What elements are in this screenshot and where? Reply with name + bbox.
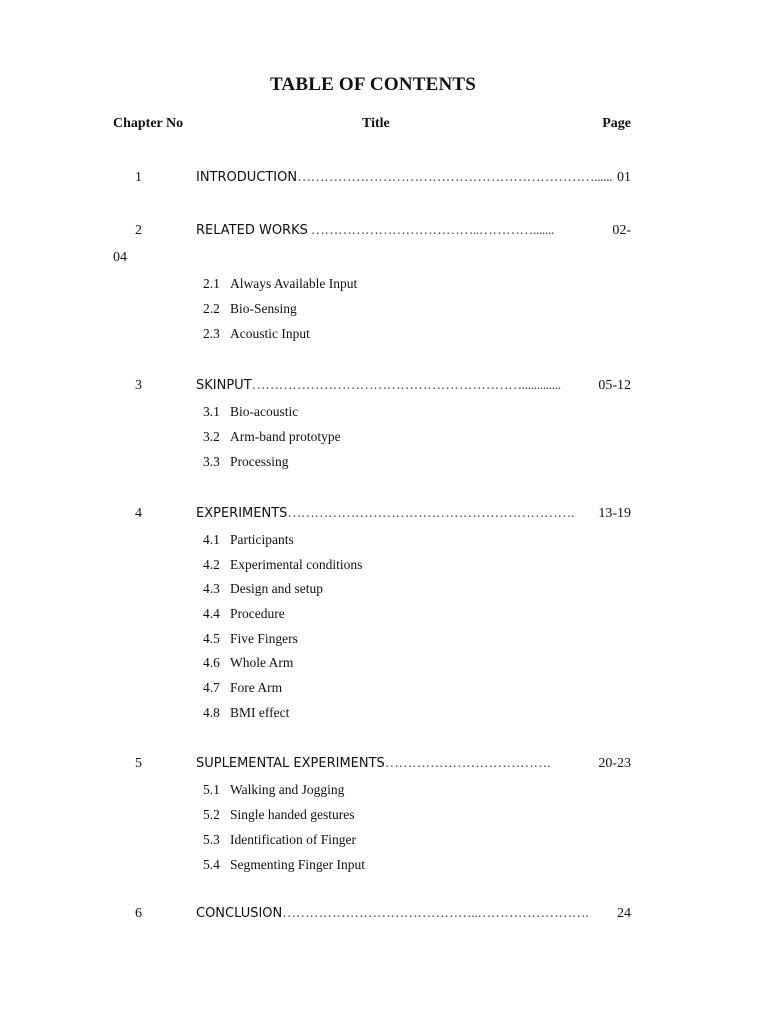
title-header: Title [362,116,390,131]
chapter-number: 5 [135,756,142,771]
subsection-title: Always Available Input [230,276,358,291]
chapter-number: 6 [135,906,142,921]
subsection-item [203,276,357,292]
chapter-row-3 [113,378,633,398]
chapter-no-header: Chapter No [113,116,184,131]
chapter-row-6 [113,906,633,926]
page-title: TABLE OF CONTENTS [269,74,477,95]
subsection-item [203,606,285,622]
chapter-page: 24 [617,906,631,921]
subsection-number: 4.7 [203,680,220,695]
subsection-title: Five Fingers [230,631,298,646]
subsection-title: Segmenting Finger Input [230,857,365,872]
subsection-number: 5.1 [203,782,220,797]
subsection-title: Procedure [230,606,285,621]
chapter-page: 20-23 [598,756,631,771]
chapter-number: 4 [135,506,142,521]
dot-leader: …………………………………………………………...... [297,170,613,185]
subsection-number: 4.1 [203,532,220,547]
subsection-title: Design and setup [230,581,323,596]
subsection-number: 4.4 [203,606,220,621]
subsection-number: 4.2 [203,557,220,572]
chapter-row-4 [113,506,633,526]
chapter-title: EXPERIMENTS [196,506,288,521]
chapter-title-line [196,223,631,239]
chapter-row-5 [113,756,633,776]
chapter-title: INTRODUCTION [196,170,298,185]
subsection-item [203,301,297,317]
subsection-number: 3.2 [203,429,220,444]
subsection-item [203,705,289,721]
subsection-number: 4.8 [203,705,220,720]
subsection-number: 2.3 [203,326,220,341]
subsection-item [203,532,294,548]
subsection-item [203,832,356,848]
chapter-page: 02- [612,223,631,238]
chapter-number: 2 [135,223,142,238]
page-header: Page [602,116,631,131]
subsection-number: 4.3 [203,581,220,596]
subsection-title: Whole Arm [230,655,294,670]
subsection-number: 5.4 [203,857,220,872]
subsection-number: 4.6 [203,655,220,670]
dot-leader: ………………………………. [384,756,550,771]
subsection-title: BMI effect [230,705,290,720]
subsection-title: Bio-Sensing [230,301,297,316]
subsection-item [203,454,289,470]
subsection-item [203,857,365,873]
subsection-title: Participants [230,532,294,547]
subsection-title: Fore Arm [230,680,283,695]
chapter-title-line [196,756,631,772]
chapter-title-line [196,378,631,394]
subsection-title: Bio-acoustic [230,404,299,419]
chapter-page: 05-12 [598,378,631,393]
chapter-title-line [196,506,631,522]
subsection-title: Acoustic Input [230,326,310,341]
toc-header-row [113,116,633,136]
subsection-item [203,557,362,573]
subsection-item [203,631,298,647]
subsection-number: 4.5 [203,631,220,646]
chapter-title: SKINPUT [196,378,252,393]
subsection-item [203,655,293,671]
subsection-item [203,326,310,342]
subsection-number: 2.2 [203,301,220,316]
chapter-title: RELATED WORKS [196,223,308,238]
chapter-page: 01 [617,170,631,185]
subsection-item [203,782,344,798]
subsection-title: Identification of Finger [230,832,356,847]
subsection-item [203,807,354,823]
chapter-row-1 [113,170,633,190]
subsection-item [203,429,341,445]
chapter-page: 13-19 [598,506,631,521]
chapter-number: 1 [135,170,142,185]
subsection-number: 3.3 [203,454,220,469]
dot-leader: ………………………………………………………. [287,506,574,521]
subsection-title: Experimental conditions [230,557,363,572]
chapter-row-2 [113,223,633,243]
chapter-title: CONCLUSION [196,906,283,921]
chapter-title: SUPLEMENTAL EXPERIMENTS [196,756,385,771]
subsection-number: 5.2 [203,807,220,822]
chapter-title-line [196,170,631,186]
subsection-item [203,680,282,696]
subsection-title: Walking and Jogging [230,782,345,797]
subsection-item [203,581,323,597]
chapter-page-continuation: 04 [113,250,127,265]
subsection-title: Arm-band prototype [230,429,341,444]
subsection-title: Processing [230,454,289,469]
subsection-number: 5.3 [203,832,220,847]
subsection-number: 2.1 [203,276,220,291]
chapter-title-line [196,906,631,922]
dot-leader: ……………………………………………………............. [251,378,561,393]
subsection-item [203,404,298,420]
subsection-title: Single handed gestures [230,807,355,822]
subsection-number: 3.1 [203,404,220,419]
dot-leader: ………………………………..…………....... [307,223,554,238]
chapter-number: 3 [135,378,142,393]
dot-leader: ……………………………………..……………………. [282,906,589,921]
